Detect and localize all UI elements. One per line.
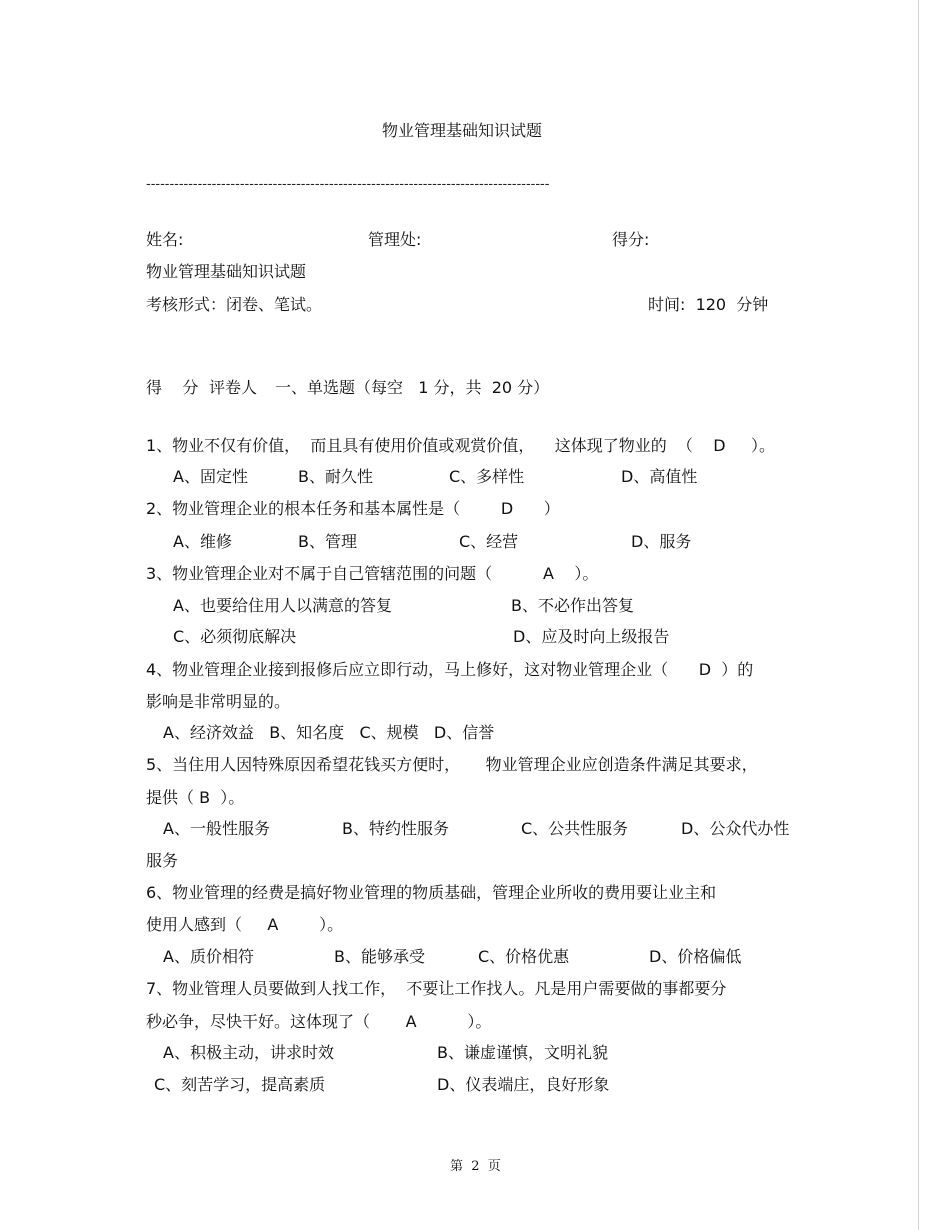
separator-line: -------------------------------------------------------------------------------------- (146, 177, 550, 192)
office-label: 管理处: (368, 230, 422, 249)
score-label: 得分: (612, 230, 650, 249)
section-heading: 一、单选题（每空 1 分，共 20 分） (275, 378, 550, 397)
score-column-label: 得 分 (146, 378, 199, 397)
question-line: D、仪表端庄，良好形象 (437, 1075, 610, 1094)
question-line: D、价格偏低 (649, 947, 742, 966)
question-line: B、特约性服务 (342, 819, 449, 838)
exam-subtitle: 物业管理基础知识试题 (146, 262, 307, 281)
question-line: A、积极主动，讲求时效 (163, 1043, 334, 1062)
question-line: D、公众代办性 (681, 819, 790, 838)
question-line: 秒必争，尽快干好。这体现了（ A ）。 (146, 1012, 492, 1031)
question-line: C、刻苦学习，提高素质 (154, 1075, 326, 1094)
question-line: B、能够承受 (334, 947, 425, 966)
question-line: B、管理 (298, 532, 357, 551)
question-line: C、价格优惠 (478, 947, 570, 966)
question-line: A、经济效益 B、知名度 C、规模 D、信誉 (163, 723, 495, 742)
question-line: 2、物业管理企业的根本任务和基本属性是（ D ） (146, 499, 560, 518)
question-line: B、谦虚谨慎，文明礼貌 (437, 1043, 608, 1062)
question-line: 4、物业管理企业接到报修后应立即行动，马上修好，这对物业管理企业（ D ）的 (146, 660, 754, 679)
question-line: 影响是非常明显的。 (146, 692, 291, 711)
question-line: 6、物业管理的经费是搞好物业管理的物质基础，管理企业所收的费用要让业主和 (146, 883, 717, 902)
question-line: D、服务 (631, 532, 692, 551)
question-line: 使用人感到（ A ）。 (146, 915, 344, 934)
question-line: C、公共性服务 (521, 819, 629, 838)
exam-time: 时间: 120 分钟 (648, 295, 769, 314)
page-title: 物业管理基础知识试题 (382, 121, 543, 140)
question-line: 7、物业管理人员要做到人找工作， 不要让工作找人。凡是用户需要做的事都要分 (146, 979, 727, 998)
question-line: C、经营 (459, 532, 519, 551)
question-line: D、高值性 (621, 467, 698, 486)
question-line: C、必须彻底解决 (173, 627, 297, 646)
question-line: B、不必作出答复 (511, 596, 634, 615)
name-label: 姓名: (146, 230, 184, 249)
page-number: 第 2 页 (450, 1159, 501, 1174)
question-line: 提供（ B ）。 (146, 788, 245, 807)
question-line: A、也要给住用人以满意的答复 (173, 596, 392, 615)
question-line: A、一般性服务 (163, 819, 270, 838)
question-line: A、固定性 (173, 467, 248, 486)
page-edge (918, 0, 919, 1230)
question-line: 1、物业不仅有价值， 而且具有使用价值或观赏价值， 这体现了物业的 （ D ）。 (146, 436, 775, 455)
question-line: 5、当住用人因特殊原因希望花钱买方便时， 物业管理企业应创造条件满足其要求， (146, 755, 758, 774)
exam-form: 考核形式：闭卷、笔试。 (146, 295, 323, 314)
grader-column-label: 评卷人 (209, 378, 258, 397)
question-line: C、多样性 (449, 467, 525, 486)
question-line: A、质价相符 (163, 947, 254, 966)
question-line: B、耐久性 (298, 467, 373, 486)
question-line: D、应及时向上级报告 (513, 627, 670, 646)
question-line: 服务 (146, 851, 179, 870)
question-line: 3、物业管理企业对不属于自己管辖范围的问题（ A ）。 (146, 564, 599, 583)
question-line: A、维修 (173, 532, 232, 551)
